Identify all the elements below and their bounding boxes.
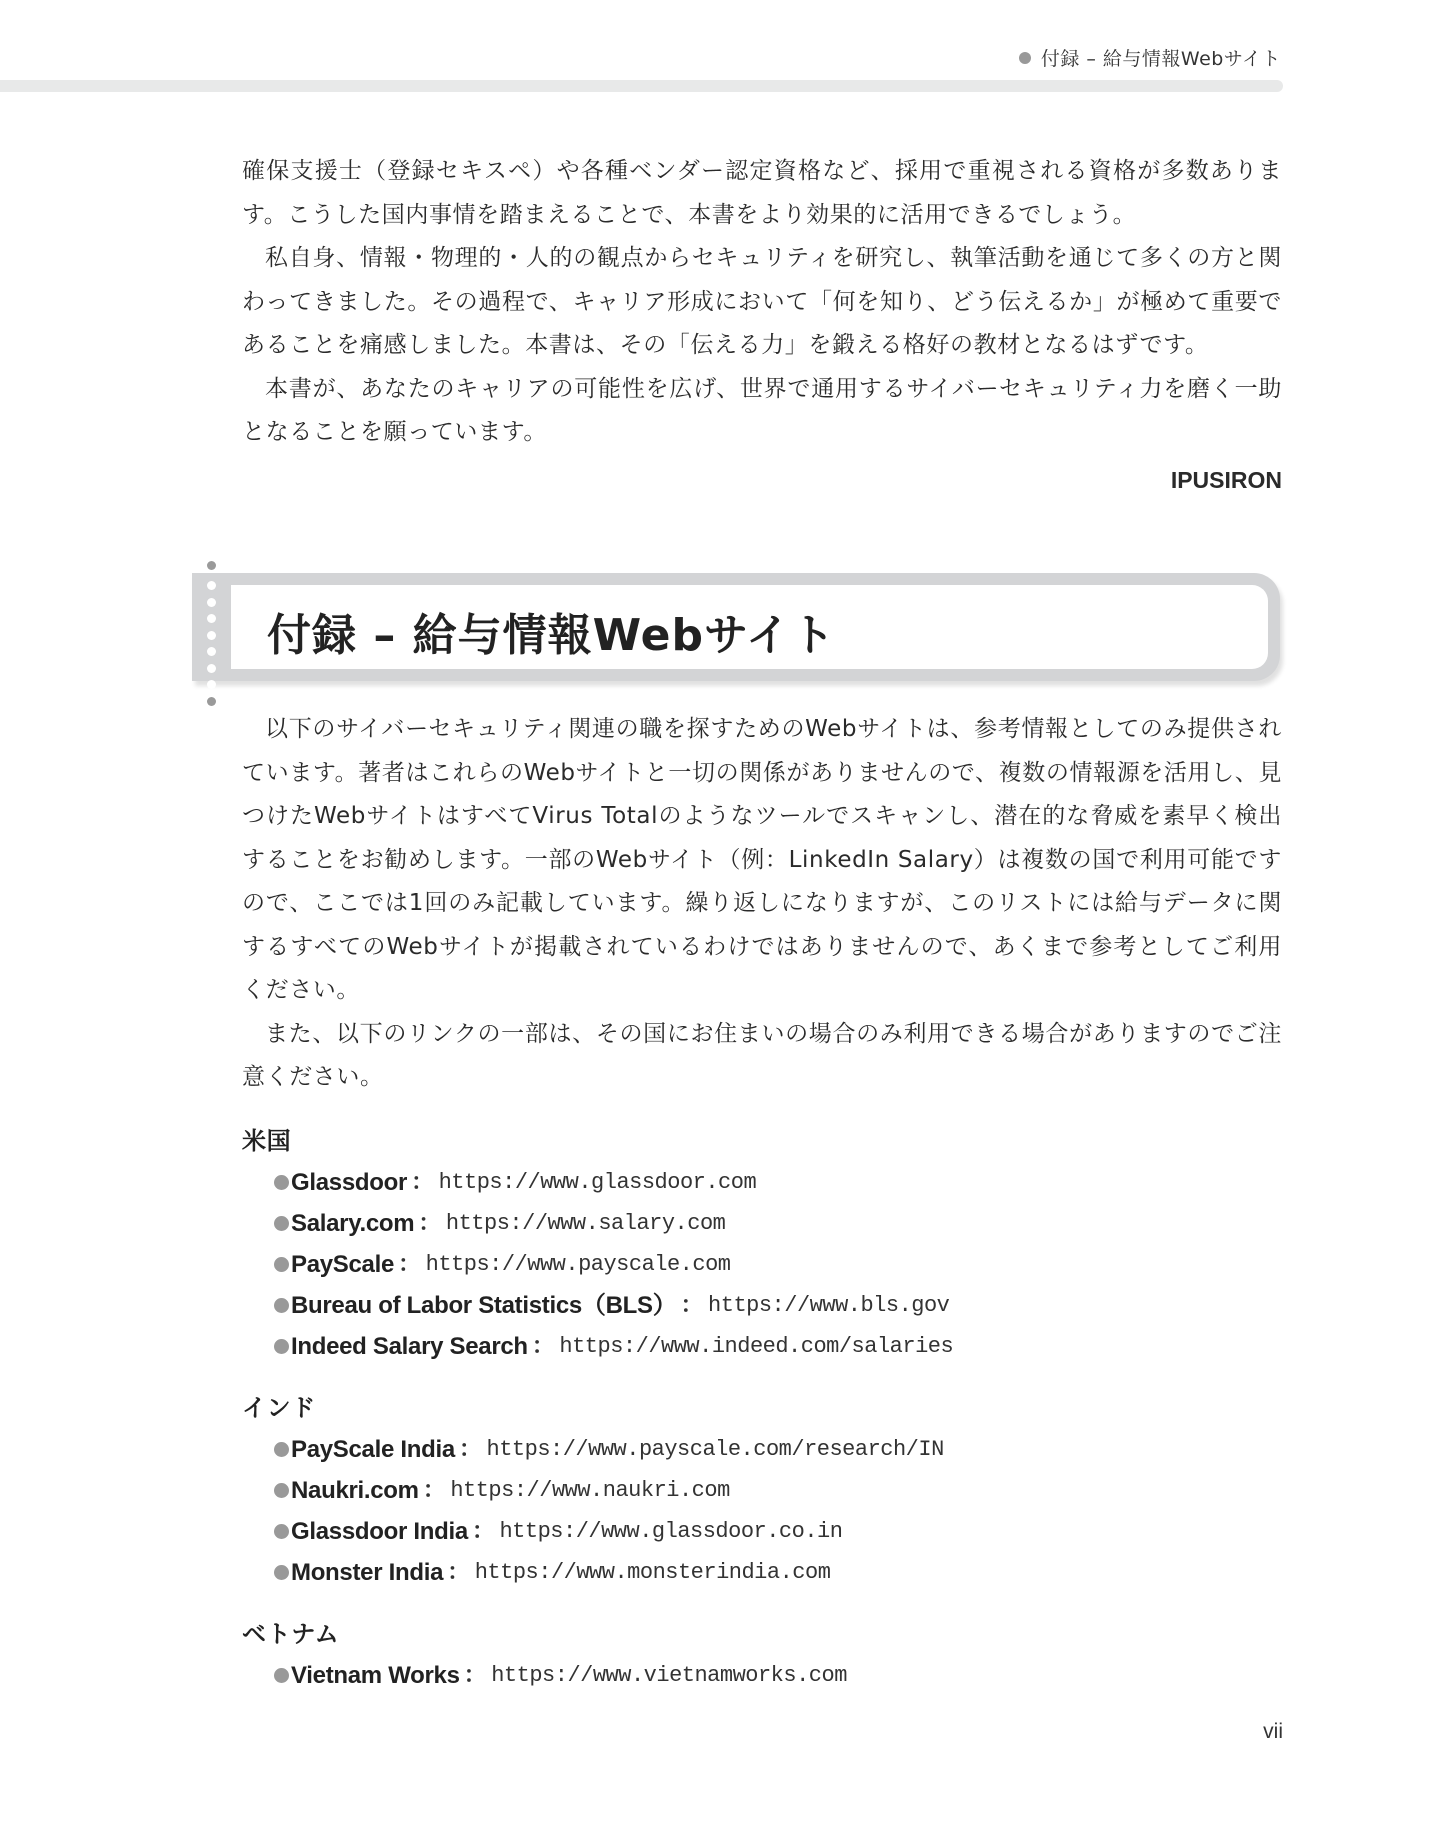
list-item — [274, 1655, 1282, 1696]
bullet-icon — [274, 1524, 289, 1539]
site-list-us — [242, 1162, 1282, 1367]
site-url[interactable]: https://www.glassdoor.com — [438, 1169, 757, 1195]
perforation-dot-icon — [207, 561, 216, 570]
list-item — [274, 1326, 1282, 1367]
list-item — [274, 1511, 1282, 1552]
site-name: Indeed Salary Search — [291, 1332, 528, 1360]
perforation-dot-icon — [207, 631, 216, 640]
bullet-icon — [274, 1175, 289, 1190]
site-name: Salary.com — [291, 1209, 415, 1237]
separator: ： — [422, 1476, 447, 1503]
region-heading-us: 米国 — [242, 1126, 292, 1155]
separator: ： — [398, 1250, 422, 1277]
site-url[interactable]: https://www.bls.gov — [708, 1292, 950, 1318]
preface-paragraph: 私自身、情報・物理的・人的の観点からセキュリティを研究し、執筆活動を通じて多くの方と関わってきました。その過程で、キャリア形成において「何を知り、どう伝えるか」が極めて重要であることを痛感しました。本書は、その「伝える力」を鍛える格好の教材となるはずです。 — [242, 245, 1282, 358]
bullet-icon — [274, 1483, 289, 1498]
separator: ： — [463, 1661, 488, 1688]
site-name: PayScale India — [291, 1435, 455, 1463]
separator: ： — [458, 1435, 483, 1462]
site-url[interactable]: https://www.payscale.com/research/IN — [486, 1436, 944, 1462]
running-head-text: 付録 – 給与情報Webサイト — [1040, 48, 1281, 70]
separator: ： — [471, 1517, 496, 1544]
bullet-icon — [274, 1668, 289, 1683]
perforation-dot-icon — [207, 598, 216, 607]
section-heading-box — [192, 573, 1280, 681]
site-list-vietnam — [242, 1655, 1282, 1696]
preface-body — [242, 150, 1282, 502]
preface-paragraph: 本書が、あなたのキャリアの可能性を広げ、世界で通用するサイバーセキュリティ力を磨く一助となることを願っています。 — [242, 375, 1282, 445]
section-heading-inner — [231, 585, 1268, 669]
list-item — [274, 1162, 1282, 1203]
site-name: Glassdoor — [291, 1168, 407, 1196]
perforation-dot-icon — [207, 664, 216, 673]
list-item — [274, 1470, 1282, 1511]
perforation-dot-icon — [207, 581, 216, 590]
author-signature: IPUSIRON — [1170, 466, 1282, 493]
header-rule — [0, 80, 1283, 92]
section-body — [242, 708, 1282, 1696]
section-paragraph: 以下のサイバーセキュリティ関連の職を探すためのWebサイトは、参考情報としてのみ提供されています。著者はこれらのWebサイトと一切の関係がありませんので、複数の情報源を活用し、見つけたWebサイトはすべてVirus Totalのようなツールでスキャンし、潜在的な脅威を素早く検出することをお勧めします。一部のWebサイト（例：LinkedIn Salary）は複数の国で利用可能ですので、ここでは1回のみ記載しています。繰り返しになりますが、このリストには給与データに関するすべてのWebサイトが掲載されているわけではありませんので、あくまで参考としてご利用ください。 — [242, 716, 1282, 1003]
bullet-icon — [274, 1442, 289, 1457]
site-name: PayScale — [291, 1250, 395, 1278]
perforation-dot-icon — [207, 614, 216, 623]
list-item — [274, 1552, 1282, 1593]
site-url[interactable]: https://www.payscale.com — [425, 1251, 731, 1277]
bullet-icon — [274, 1216, 289, 1231]
page-number: vii — [1263, 1720, 1283, 1743]
site-url[interactable]: https://www.salary.com — [445, 1210, 726, 1236]
site-name: Bureau of Labor Statistics（BLS） — [291, 1291, 677, 1319]
section-paragraph: また、以下のリンクの一部は、その国にお住まいの場合のみ利用できる場合がありますのでご注意ください。 — [242, 1020, 1282, 1090]
site-url[interactable]: https://www.monsterindia.com — [474, 1559, 831, 1585]
site-name: Vietnam Works — [291, 1661, 460, 1689]
separator: ： — [680, 1291, 705, 1318]
site-url[interactable]: https://www.naukri.com — [450, 1477, 730, 1503]
bullet-icon — [274, 1257, 289, 1272]
site-url[interactable]: https://www.vietnamworks.com — [491, 1662, 847, 1688]
perforation-dot-icon — [207, 647, 216, 656]
running-head — [1019, 44, 1281, 71]
separator: ： — [531, 1332, 556, 1359]
separator: ： — [447, 1558, 471, 1585]
bullet-icon — [274, 1339, 289, 1354]
site-name: Monster India — [291, 1558, 444, 1586]
bullet-icon — [274, 1565, 289, 1580]
separator: ： — [418, 1209, 442, 1236]
site-name: Naukri.com — [291, 1476, 419, 1504]
list-item — [274, 1203, 1282, 1244]
list-item — [274, 1244, 1282, 1285]
perforation-dot-icon — [207, 680, 216, 689]
preface-paragraph: 確保支援士（登録セキスペ）や各種ベンダー認定資格など、採用で重視される資格が多数あります。こうした国内事情を踏まえることで、本書をより効果的に活用できるでしょう。 — [242, 158, 1282, 228]
site-url[interactable]: https://www.glassdoor.co.in — [499, 1518, 843, 1544]
bullet-dot-icon — [1019, 52, 1031, 64]
section-title: 付録 – 給与情報Webサイト — [267, 610, 836, 661]
site-list-india — [242, 1429, 1282, 1593]
perforation-dot-icon — [207, 697, 216, 706]
list-item — [274, 1429, 1282, 1470]
region-heading-vietnam: ベトナム — [242, 1619, 340, 1648]
separator: ： — [411, 1168, 435, 1195]
site-name: Glassdoor India — [291, 1517, 468, 1545]
bullet-icon — [274, 1298, 289, 1313]
region-heading-india: インド — [242, 1393, 316, 1422]
list-item — [274, 1285, 1282, 1326]
site-url[interactable]: https://www.indeed.com/salaries — [559, 1333, 954, 1359]
